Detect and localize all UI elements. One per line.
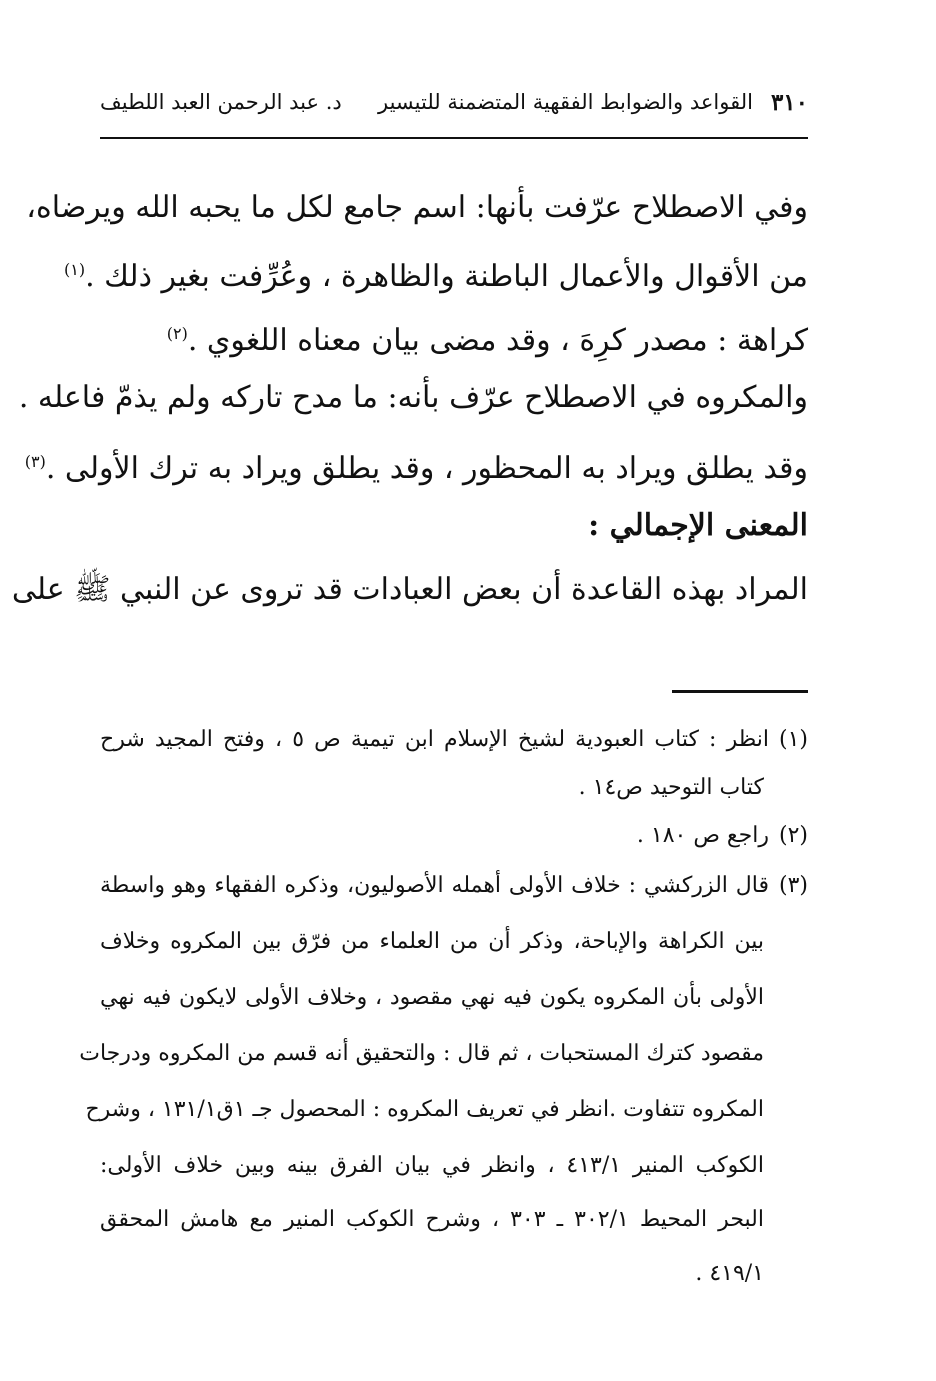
footnote-1-text-1: انظر : كتاب العبودية لشيخ الإسلام ابن تيمية ص ٥ ، وفتح المجيد شرح xyxy=(100,727,769,752)
footnote-3-line-1 xyxy=(100,862,808,910)
body-line-2-text: من الأقوال والأعمال الباطنة والظاهرة ، وعُرِّفت بغير ذلك . xyxy=(85,259,808,294)
header-divider xyxy=(100,137,808,139)
body-line-3 xyxy=(100,304,808,364)
page-number: ٣١٠ xyxy=(770,88,808,116)
footnote-2-text-1: راجع ص ١٨٠ . xyxy=(636,823,769,848)
footnote-divider xyxy=(672,690,808,693)
footnote-ref-3: (٣) xyxy=(24,452,46,471)
body-line-3-text: كراهة : مصدر كرِهَ ، وقد مضى بيان معناه اللغوي . xyxy=(187,323,808,358)
footnote-2-number: (٢) xyxy=(778,823,808,848)
footnote-3-line-4: مقصود كترك المستحبات ، ثم قال : والتحقيق أنه قسم من المكروه ودرجات xyxy=(79,1041,764,1066)
body-line-2 xyxy=(63,240,808,300)
book-title: القواعد والضوابط الفقهية المتضمنة للتيسير xyxy=(378,90,753,114)
footnote-3-line-6: الكوكب المنير ٤١٣/١ ، وانظر في بيان الفرق بينه وبين خلاف الأولى: xyxy=(100,1153,764,1178)
footnote-2-line-1 xyxy=(100,812,808,860)
header-right-group xyxy=(378,89,808,116)
body-line-7: المراد بهذه القاعدة أن بعض العبادات قد تروى عن النبي ﷺ على xyxy=(11,572,808,607)
body-line-1: وفي الاصطلاح عرّفت بأنها: اسم جامع لكل ما يحبه الله ويرضاه، xyxy=(26,190,808,225)
author-name: د. عبد الرحمن العبد اللطيف xyxy=(100,90,342,114)
footnote-3-line-5: المكروه تتفاوت .انظر في تعريف المكروه : المحصول جـ ١ق١٣١/١ ، وشرح xyxy=(85,1097,764,1122)
footnote-1-line-1 xyxy=(100,716,808,764)
body-line-5-text: وقد يطلق ويراد به المحظور ، وقد يطلق ويراد به ترك الأولى . xyxy=(45,451,808,486)
footnote-3-line-3: الأولى بأن المكروه يكون فيه نهي مقصود ، وخلاف الأولى لايكون فيه نهي xyxy=(100,985,764,1010)
footnote-3-line-2: بين الكراهة والإباحة، وذكر أن من العلماء من فرّق بين المكروه وخلاف xyxy=(100,929,764,954)
footnote-ref-2: (٢) xyxy=(166,324,188,343)
section-heading: المعنى الإجمالي : xyxy=(588,508,808,543)
footnote-ref-1: (١) xyxy=(63,260,86,279)
footnote-3-line-7: البحر المحيط ٣٠٢/١ ـ ٣٠٣ ، وشرح الكوكب المنير مع هامش المحقق xyxy=(100,1207,764,1232)
footnote-1-number: (١) xyxy=(779,727,809,752)
running-header xyxy=(100,80,808,124)
footnote-3-number: (٣) xyxy=(778,873,808,898)
footnote-3-line-8: ٤١٩/١ . xyxy=(695,1261,764,1286)
body-line-5 xyxy=(24,432,808,492)
body-line-4: والمكروه في الاصطلاح عرّف بأنه: ما مدح تاركه ولم يذمّ فاعله . xyxy=(18,380,808,415)
footnote-1-line-2: كتاب التوحيد ص١٤ . xyxy=(578,775,764,800)
footnote-3-text-1: قال الزركشي : خلاف الأولى أهمله الأصوليون، وذكره الفقهاء وهو واسطة xyxy=(100,873,769,898)
